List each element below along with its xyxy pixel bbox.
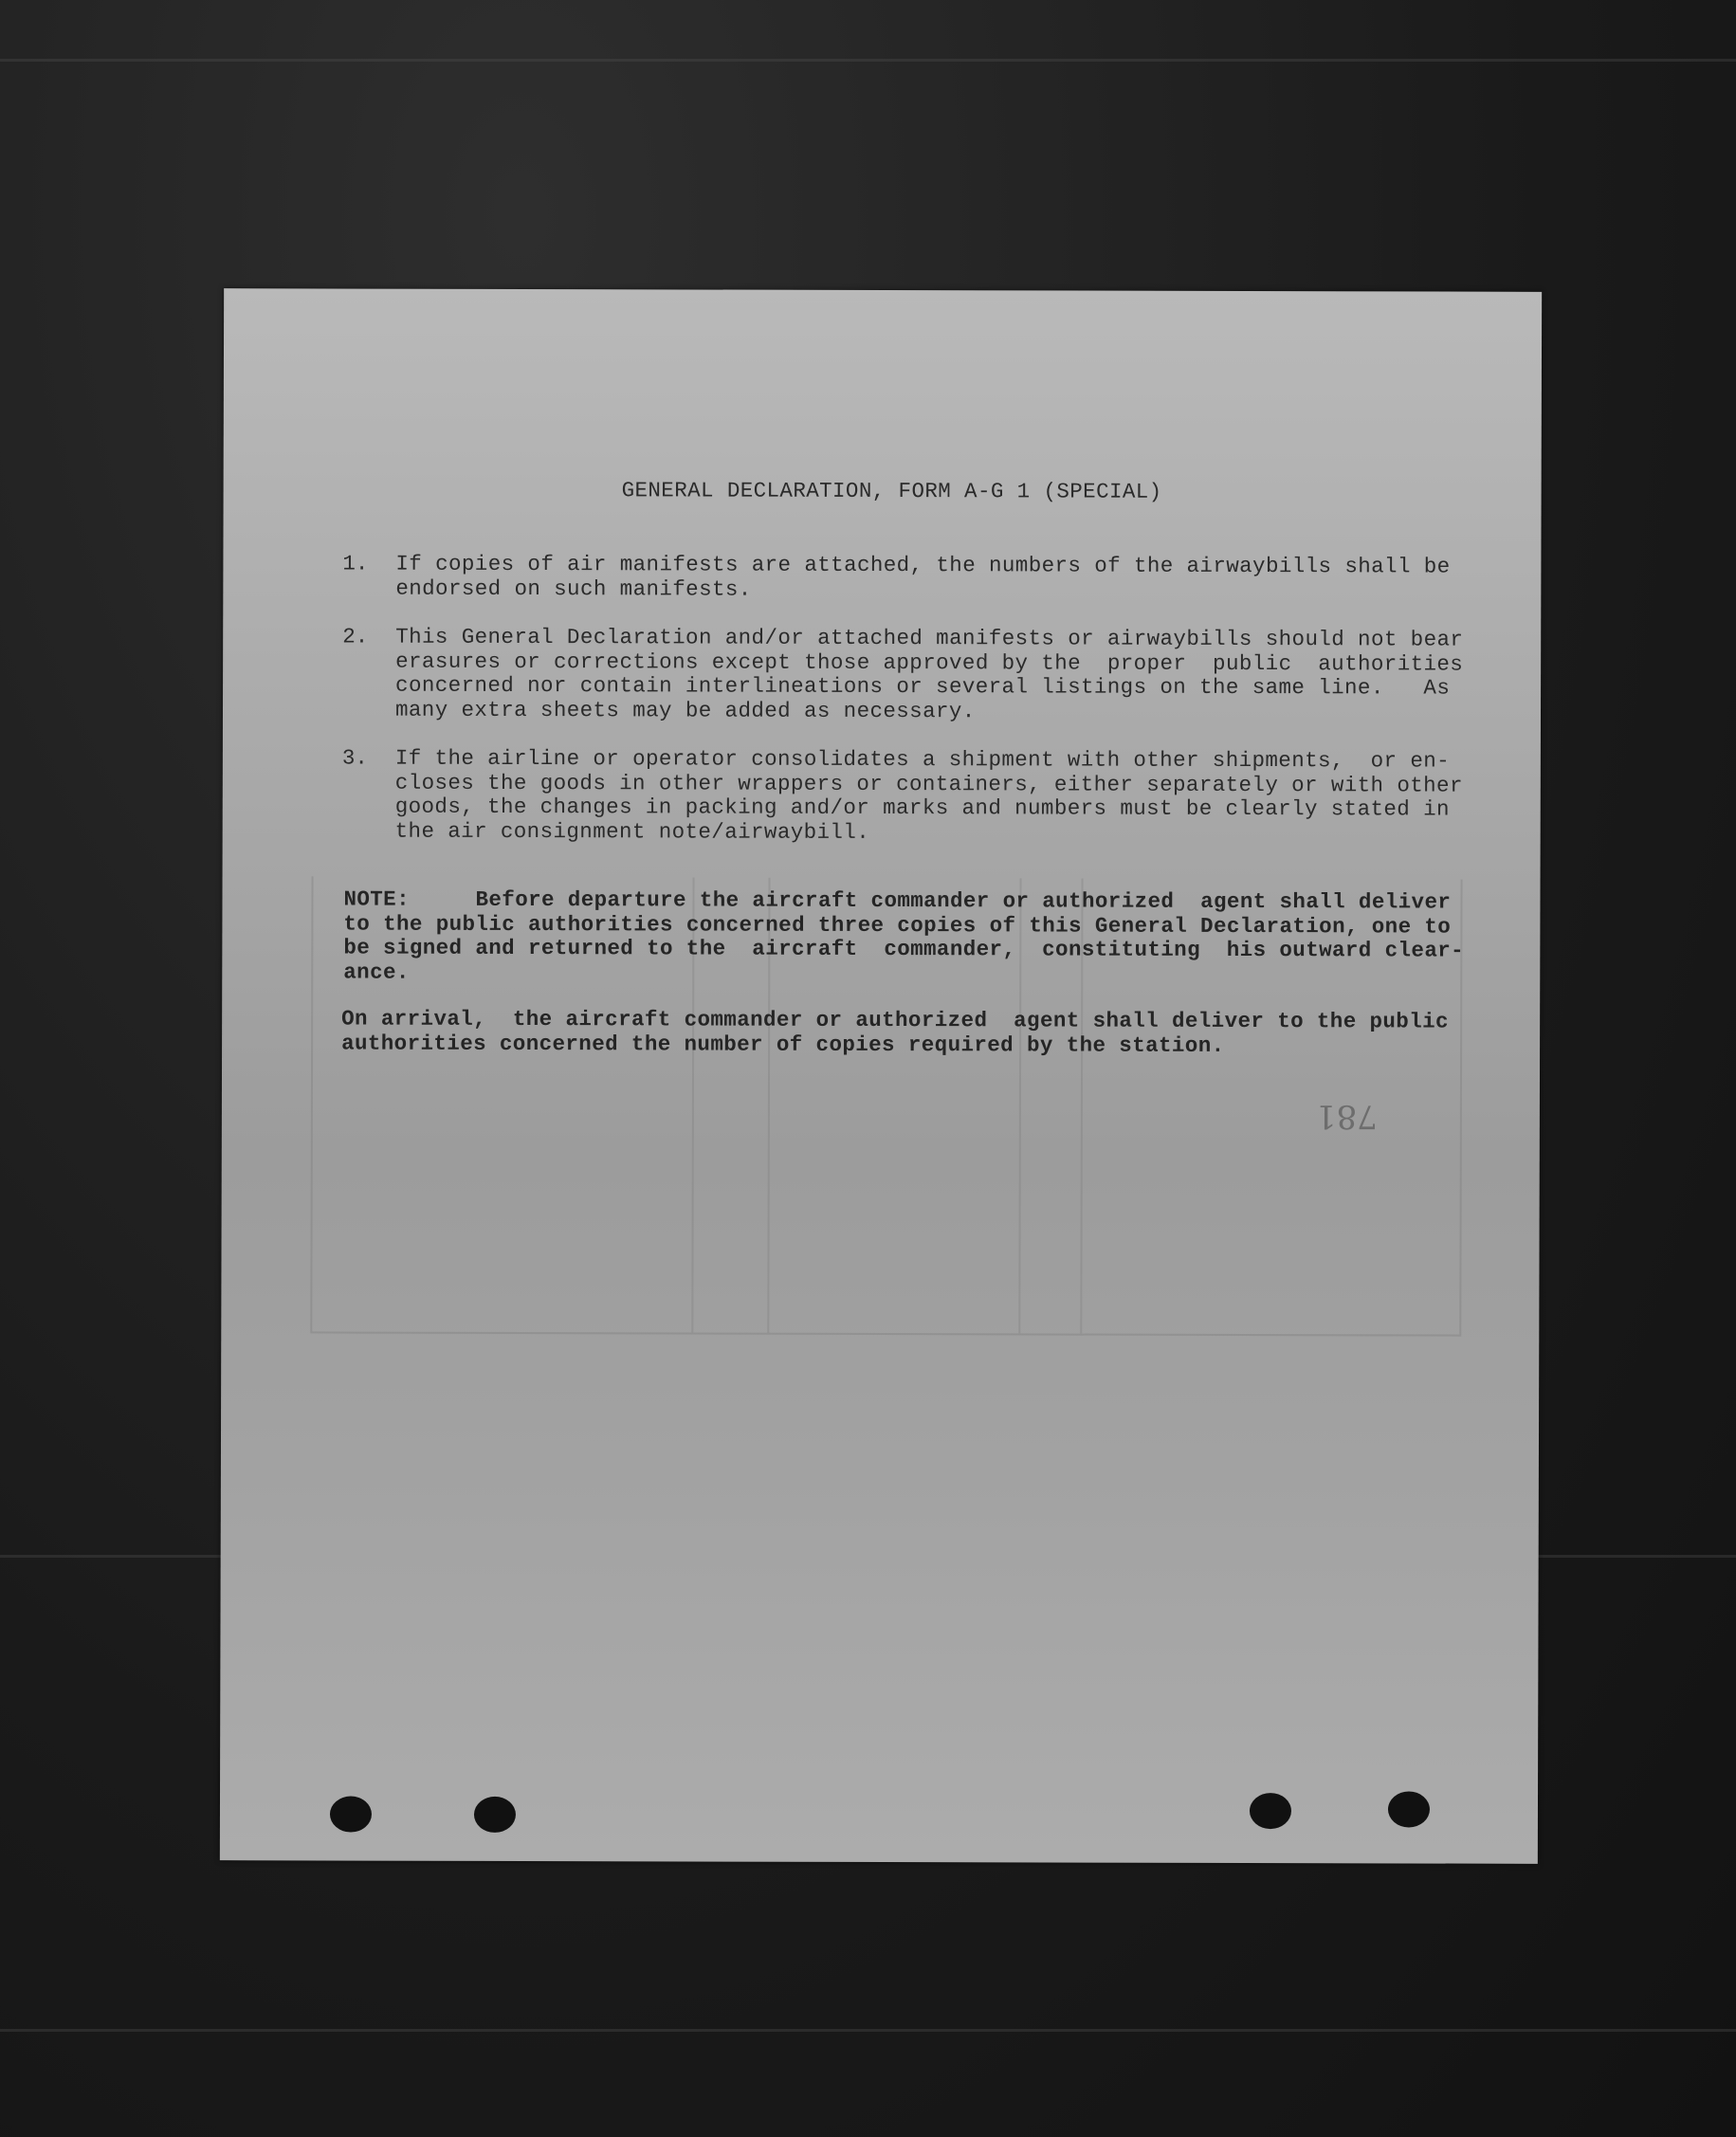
item-line: endorsed on such manifests. <box>395 575 752 602</box>
handwritten-page-mark: 781 <box>1315 1097 1378 1136</box>
note-line: ance. <box>343 959 410 985</box>
arrival-line: On arrival, the aircraft commander or authorized agent shall deliver to the public <box>341 1006 1449 1034</box>
film-streak <box>0 59 1736 62</box>
arrival-line: authorities concerned the number of copies required by the station. <box>341 1031 1225 1058</box>
punch-hole <box>330 1796 372 1832</box>
document-page <box>220 288 1542 1864</box>
item-line: many extra sheets may be added as necessary. <box>394 697 976 723</box>
punch-hole <box>1250 1793 1291 1829</box>
item-text <box>394 624 1464 725</box>
form-title: GENERAL DECLARATION, FORM A-G 1 (SPECIAL) <box>621 478 1162 504</box>
item-line: If the airline or operator consolidates a shipment with other shipments, or en- <box>394 745 1451 774</box>
item-line: erasures or corrections except those approved by the proper public authorities <box>395 648 1464 677</box>
item-line: This General Declaration and/or attached manifests or airwaybills should not bear <box>395 624 1464 652</box>
item-text <box>394 745 1463 847</box>
note-line: NOTE: Before departure the aircraft commander or authorized agent shall deliver <box>343 886 1452 915</box>
item-line: goods, the changes in packing and/or marks and numbers must be clearly stated in <box>394 794 1450 822</box>
item-line: closes the goods in other wrappers or containers, either separately or with other <box>394 770 1463 798</box>
item-number: 1. <box>342 551 369 576</box>
item-text <box>395 551 1451 604</box>
punch-hole <box>474 1797 516 1833</box>
item-line: concerned nor contain interlineations or several listings on the same line. As <box>395 672 1451 701</box>
note-paragraph <box>343 888 1464 988</box>
item-line: If copies of air manifests are attached, the numbers of the airwaybills shall be <box>395 551 1451 579</box>
note-line: to the public authorities concerned three copies of this General Declaration, one to <box>343 911 1452 940</box>
item-line: the air consignment note/airwaybill. <box>394 818 870 845</box>
note-line: be signed and returned to the aircraft commander, constituting his outward clear- <box>343 935 1465 963</box>
item-number: 2. <box>342 624 369 649</box>
item-number: 3. <box>341 745 368 771</box>
arrival-paragraph <box>341 1008 1449 1059</box>
punch-hole <box>1388 1791 1430 1827</box>
film-streak <box>0 2029 1736 2032</box>
